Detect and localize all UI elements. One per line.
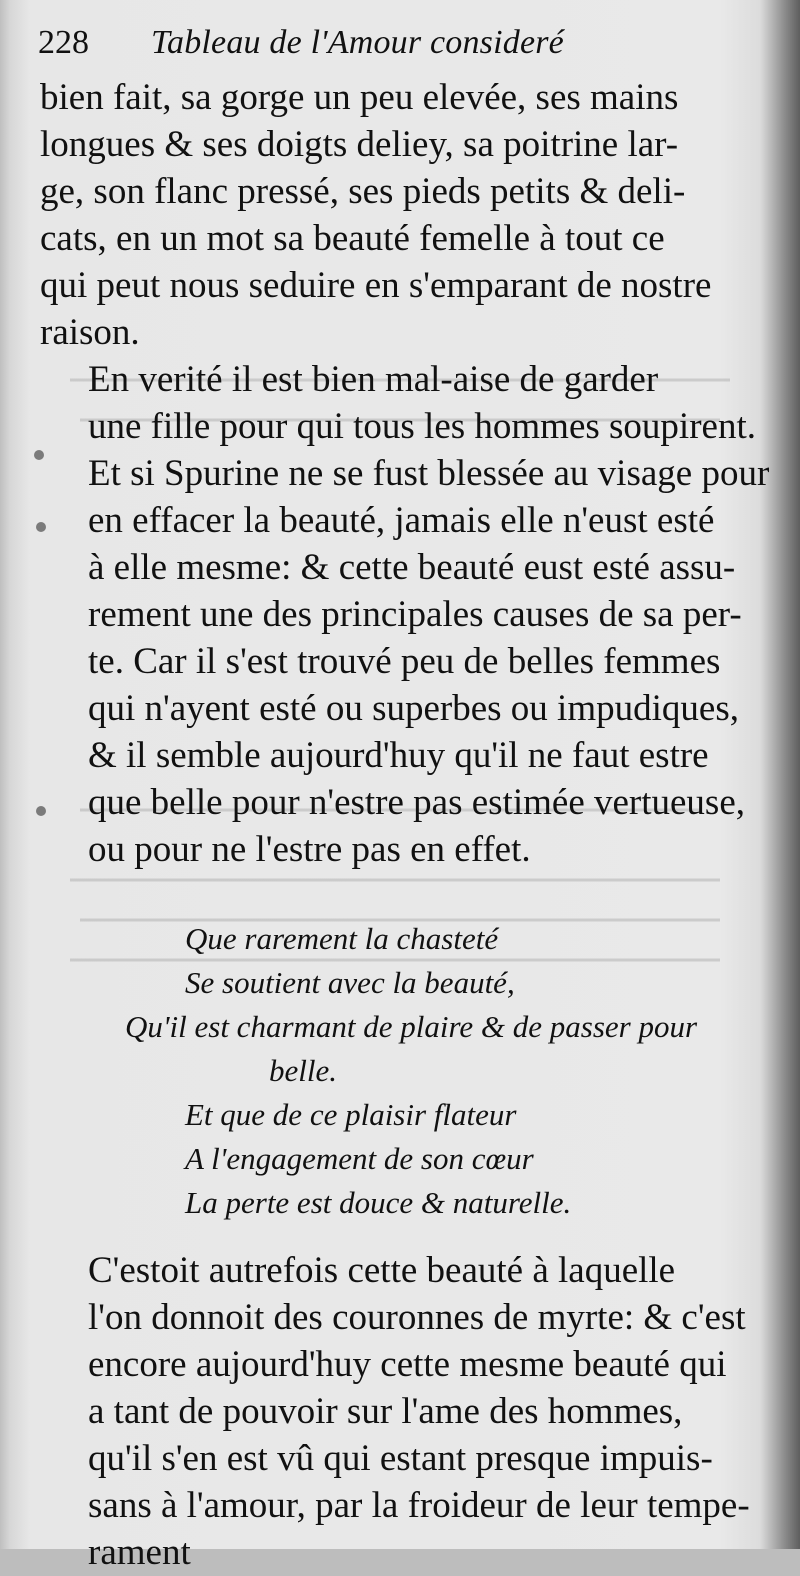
text-line: qui n'ayent esté ou superbes ou impudiques, [88,688,739,729]
text-line: bien fait, sa gorge un peu elevée, ses mains [40,77,679,118]
verse-line: belle. [269,1053,337,1088]
verse-block [125,917,748,1225]
spacer [40,1225,748,1247]
margin-dot [36,806,46,816]
text-line: en effacer la beauté, jamais elle n'eust esté [88,500,715,541]
verse-line: A l'engagement de son cœur [185,1141,534,1176]
verse-line: Qu'il est charmant de plaire & de passer pour [125,1009,698,1044]
page-header [38,24,748,78]
text-line: En verité il est bien mal-aise de garder [88,359,659,400]
verse-line: Et que de ce plaisir flateur [185,1097,517,1132]
text-line: & il semble aujourd'huy qu'il ne faut estre [88,735,709,776]
page-number: 228 [38,24,89,61]
text-line: rament [88,1532,191,1573]
text-line: que belle pour n'estre pas estimée vertueuse, [88,782,746,823]
text-line: encore aujourd'huy cette mesme beauté qui [88,1344,727,1385]
verse-line: Se soutient avec la beauté, [185,965,515,1000]
text-line: te. Car il s'est trouvé peu de belles femmes [88,641,721,682]
text-line: l'on donnoit des couronnes de myrte: & c'est [88,1297,746,1338]
spacer [40,873,748,917]
text-line: longues & ses doigts deliey, sa poitrine lar- [40,124,679,165]
text-line: une fille pour qui tous les hommes soupirent. [88,406,756,447]
running-head: Tableau de l'Amour consideré [151,24,564,61]
text-line: qui peut nous seduire en s'emparant de nostre [40,265,712,306]
verse-line: La perte est douce & naturelle. [185,1185,572,1220]
main-text [40,74,770,1576]
text-line: cats, en un mot sa beauté femelle à tout ce [40,218,665,259]
paragraph-1 [40,74,748,356]
text-line: a tant de pouvoir sur l'ame des hommes, [88,1391,683,1432]
paragraph-3 [40,1247,748,1576]
text-line: ou pour ne l'estre pas en effet. [88,829,531,870]
text-line: qu'il s'en est vû qui estant presque impuis- [88,1438,713,1479]
text-line: raison. [40,312,140,353]
verse-line: Que rarement la chasteté [185,921,499,956]
text-line: à elle mesme: & cette beauté eust esté assu- [88,547,736,588]
text-line: rement une des principales causes de sa per- [88,594,742,635]
paragraph-2 [40,356,770,873]
text-line: ge, son flanc pressé, ses pieds petits & deli- [40,171,686,212]
text-line: sans à l'amour, par la froideur de leur tempe- [88,1485,750,1526]
margin-dot [34,450,44,460]
text-line: C'estoit autrefois cette beauté à laquelle [88,1250,676,1291]
text-line: Et si Spurine ne se fust blessée au visage pour [88,453,770,494]
margin-dot [36,522,46,532]
